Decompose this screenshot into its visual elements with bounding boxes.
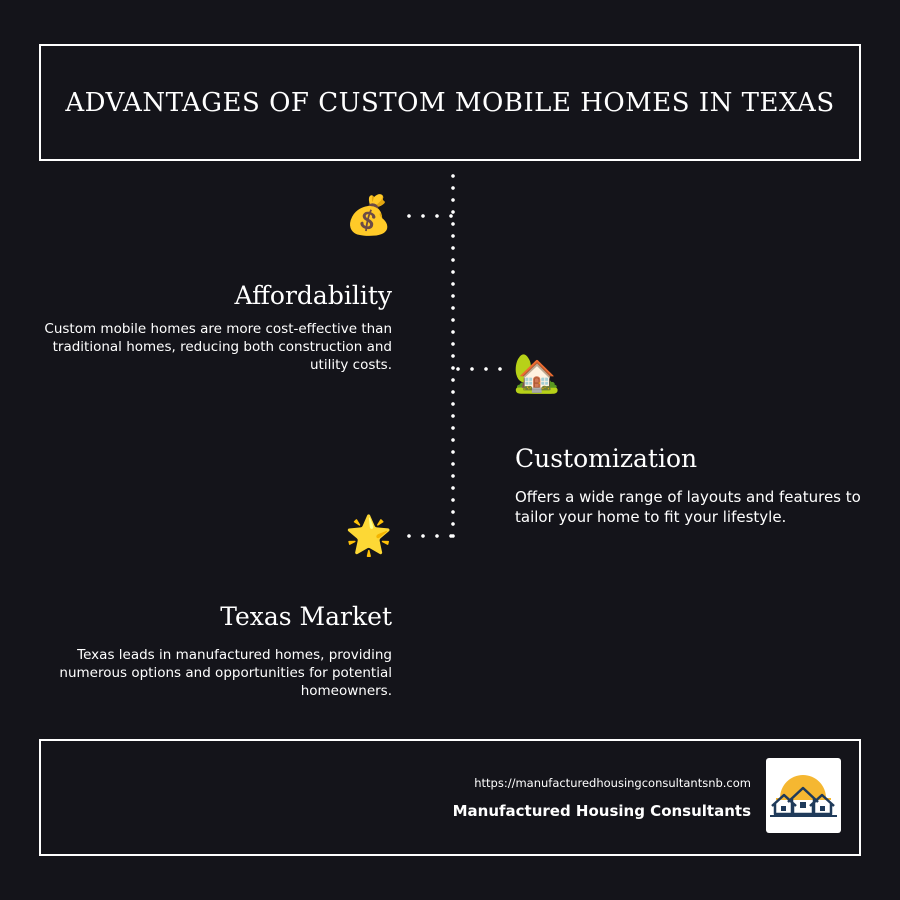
timeline-connector-customization <box>451 367 503 371</box>
texas-market-description: Texas leads in manufactured homes, providing numerous options and opportunities for potential homeowners. <box>59 647 392 699</box>
footer-url-link[interactable]: https://manufacturedhousingconsultantsnb.com <box>474 776 751 790</box>
footer-banner <box>39 739 861 856</box>
customization-description: Offers a wide range of layouts and features to tailor your home to fit your lifestyle. <box>515 488 861 526</box>
house-with-garden-icon: 🏡 <box>513 351 561 395</box>
money-bag-icon: 💰 <box>345 193 393 237</box>
customization-title: Customization <box>515 444 698 473</box>
title-banner <box>39 44 861 161</box>
timeline-connector-affordability <box>402 214 454 218</box>
page-title: ADVANTAGES OF CUSTOM MOBILE HOMES IN TEXAS <box>65 87 835 118</box>
timeline-line <box>451 170 455 542</box>
house-sun-logo-icon <box>766 758 841 833</box>
timeline-connector-texas-market <box>402 534 454 538</box>
company-logo <box>766 758 841 833</box>
glowing-star-icon: 🌟 <box>345 513 393 557</box>
footer-company-name: Manufactured Housing Consultants <box>452 802 751 820</box>
affordability-description: Custom mobile homes are more cost-effective than traditional homes, reducing both construction and utility costs. <box>44 321 392 373</box>
affordability-title: Affordability <box>234 281 392 310</box>
texas-market-title: Texas Market <box>220 602 392 631</box>
